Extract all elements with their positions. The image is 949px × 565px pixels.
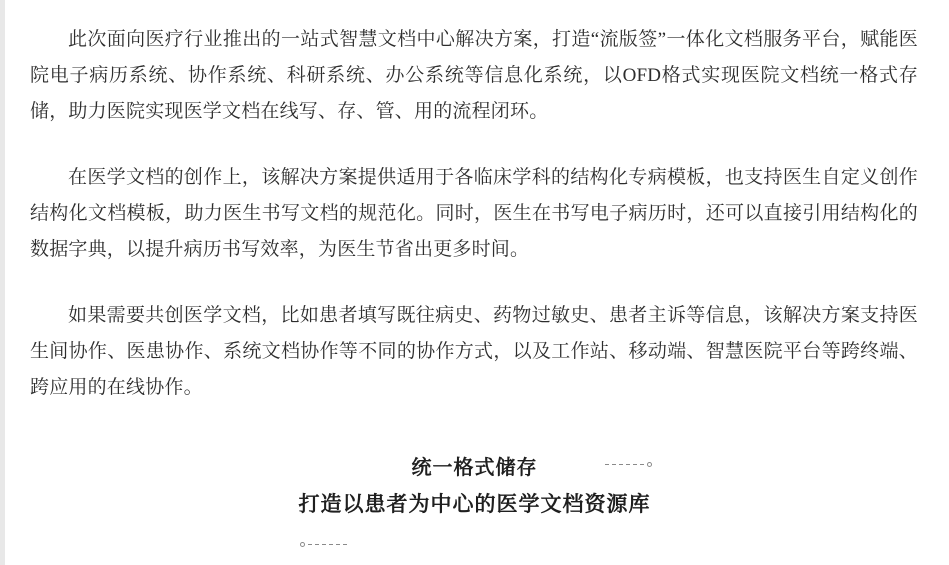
callout-line-2: 打造以患者为中心的医学文档资源库 (298, 492, 651, 516)
dash-segment (605, 464, 609, 465)
paragraph-3: 如果需要共创医学文档，比如患者填写既往病史、药物过敏史、患者主诉等信息，该解决方案支持医生间协作、医患协作、系统文档协作等不同的协作方式，以及工作站、移动端、智慧医院平台等跨终端、跨应用的在线协作。 (30, 305, 918, 398)
dash-segment (322, 544, 326, 545)
callout-line-1: 统一格式储存 (411, 457, 538, 479)
dash-segment (619, 464, 623, 465)
dash-segment (343, 544, 347, 545)
dash-segment (308, 544, 312, 545)
dash-segment (633, 464, 637, 465)
circle-dot-icon (300, 542, 305, 547)
dash-segment (336, 544, 340, 545)
dashed-dot-decoration-top (605, 462, 652, 467)
dash-segment (640, 464, 644, 465)
dash-segment (315, 544, 319, 545)
paragraph-2: 在医学文档的创作上，该解决方案提供适用于各临床学科的结构化专病模板，也支持医生自定义创作结构化文档模板，助力医生书写文档的规范化。同时，医生在书写电子病历时，还可以直接引用结构化的数据字典，以提升病历书写效率，为医生节省出更多时间。 (30, 167, 918, 260)
callout-block (0, 450, 949, 522)
circle-dot-icon (647, 462, 652, 467)
article-body (30, 22, 918, 436)
dash-segment (612, 464, 616, 465)
dashed-dot-decoration-bottom (300, 542, 347, 547)
paragraph-1: 此次面向医疗行业推出的一站式智慧文档中心解决方案，打造“流版签”一体化文档服务平台，赋能医院电子病历系统、协作系统、科研系统、办公系统等信息化系统，以OFD格式实现医院文档统一格式存储，助力医院实现医学文档在线写、存、管、用的流程闭环。 (30, 29, 918, 122)
dash-segment (329, 544, 333, 545)
dash-segment (626, 464, 630, 465)
